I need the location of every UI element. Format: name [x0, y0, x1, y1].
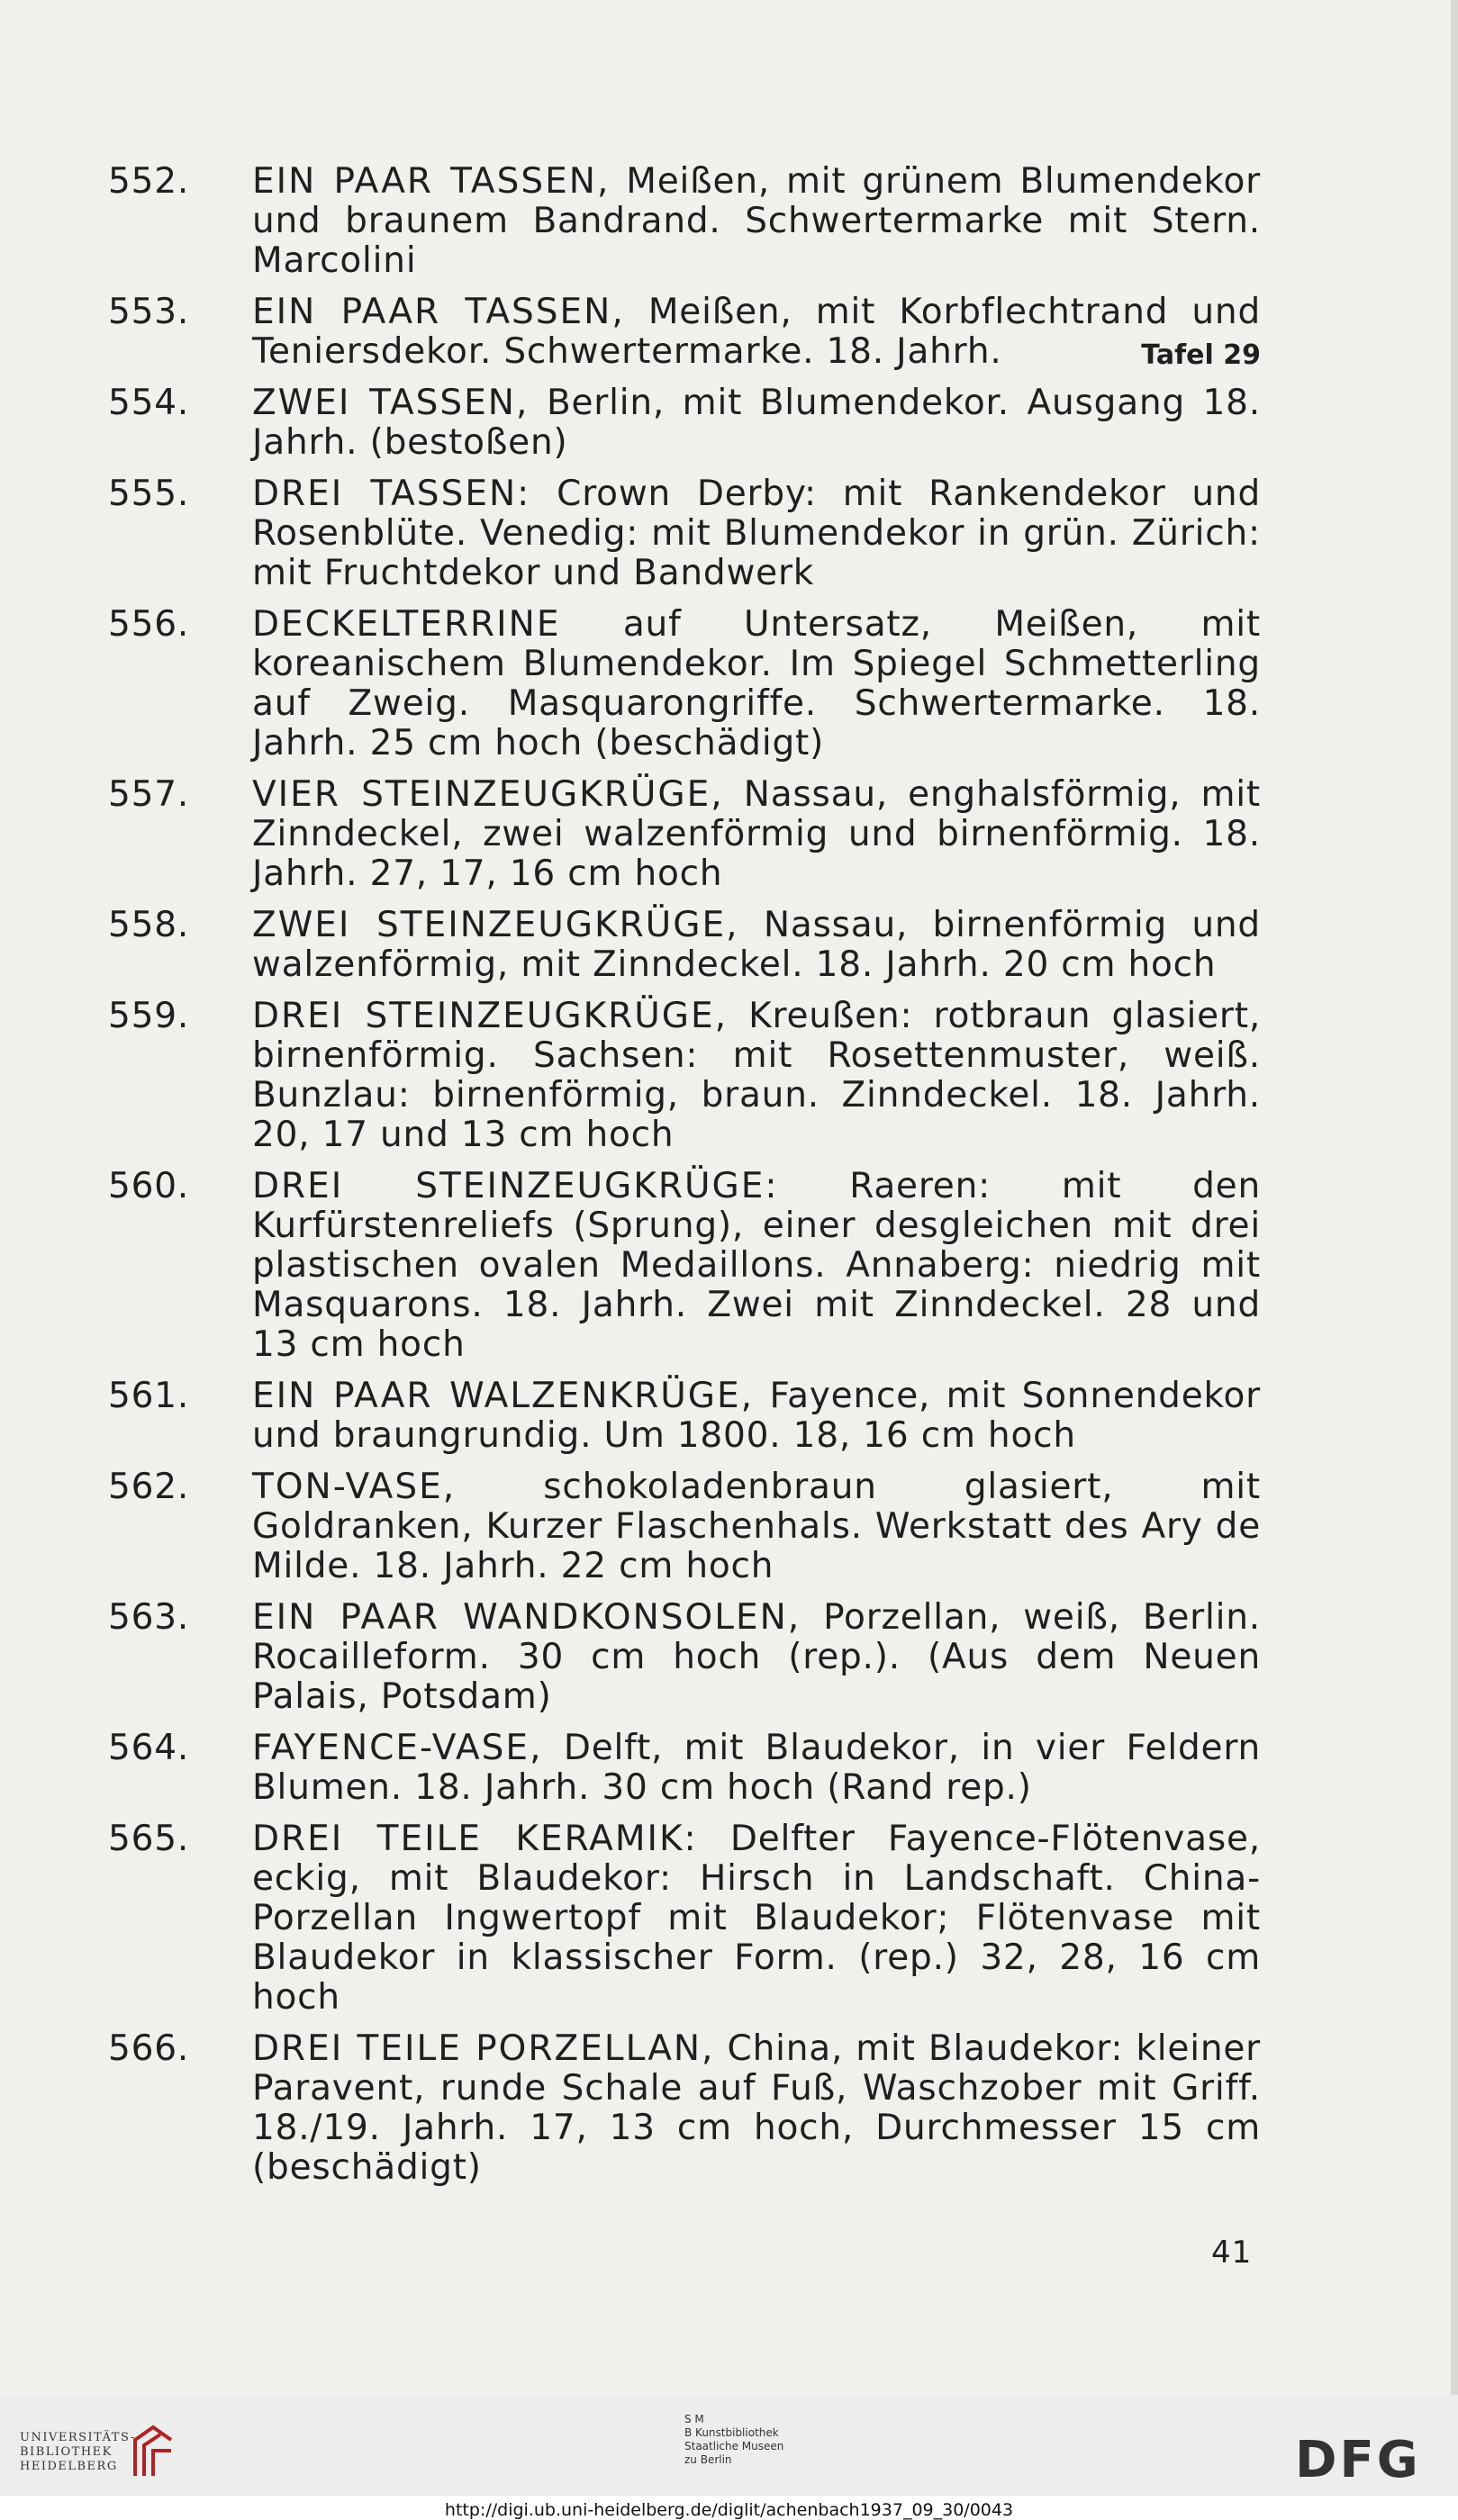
entry-description: auf Untersatz, Meißen, mit koreanischem Blumendekor. Im Spiegel Schmetterling auf Zweig. Masquarongriffe. Schwertermarke. 18. Jahrh. 25 cm hoch (beschädigt): [252, 604, 1261, 763]
dfg-logo[interactable]: DFG: [1295, 2431, 1421, 2489]
entry-title: ZWEI STEINZEUGKRÜGE,: [252, 905, 739, 945]
entry-title: EIN PAAR TASSEN,: [252, 161, 611, 202]
entry-number: 560.: [108, 1166, 190, 1206]
entry-body: [252, 1377, 1261, 1456]
entry-number: 558.: [108, 905, 190, 945]
entry-description: Crown Derby: mit Rankendekor und Rosenblüte. Venedig: mit Blumendekor in grün. Zürich: mit Fruchtdekor und Bandwerk: [252, 474, 1261, 593]
entry-title: EIN PAAR WALZENKRÜGE,: [252, 1376, 754, 1416]
entry-body: [252, 997, 1261, 1155]
entry-body: [252, 906, 1261, 985]
entry-body: [252, 1468, 1261, 1586]
permalink-url[interactable]: http://digi.ub.uni-heidelberg.de/diglit/achenbach1937_09_30/0043: [444, 2500, 1014, 2520]
catalog-entry: [108, 906, 1261, 985]
catalog-entry: [108, 384, 1261, 463]
entry-body: [252, 1167, 1261, 1365]
footer: [0, 2395, 1458, 2520]
catalog-entry: [108, 997, 1261, 1155]
entry-number: 554.: [108, 383, 190, 423]
university-library-logo-text[interactable]: [20, 2431, 136, 2474]
entry-number: 559.: [108, 996, 190, 1036]
entry-description: Berlin, mit Blumendekor. Ausgang 18. Jahrh. (bestoßen): [252, 383, 1261, 463]
entry-title: EIN PAAR WANDKONSOLEN,: [252, 1597, 801, 1638]
entry-body: [252, 293, 1261, 372]
catalog-entry: [108, 775, 1261, 894]
entry-title: DREI TEILE KERAMIK:: [252, 1819, 698, 1859]
entry-description: Meißen, mit Korbflechtrand und Teniersdekor. Schwertermarke. 18. Jahrh.: [252, 292, 1261, 372]
catalog-entry: [108, 1820, 1261, 2018]
entry-description: schokoladenbraun glasiert, mit Goldranken, Kurzer Flaschenhals. Werkstatt des Ary de Milde. 18. Jahrh. 22 cm hoch: [252, 1467, 1261, 1586]
uni-logo-line: BIBLIOTHEK: [20, 2445, 113, 2459]
entry-body: [252, 1729, 1261, 1808]
catalog-entry: [108, 162, 1261, 281]
entry-description: Nassau, birnenförmig und walzenförmig, mit Zinndeckel. 18. Jahrh. 20 cm hoch: [252, 905, 1261, 985]
entry-description: China, mit Blaudekor: kleiner Paravent, runde Schale auf Fuß, Waschzober mit Griff. 18./19. Jahrh. 17, 13 cm hoch, Durchmesser 15 cm (beschädigt): [252, 2028, 1261, 2188]
entry-title: DREI STEINZEUGKRÜGE:: [252, 1166, 779, 1206]
page-edge: [1451, 0, 1458, 2395]
entry-number: 564.: [108, 1728, 190, 1768]
catalog-entry: [108, 293, 1261, 372]
museum-line: Staatliche Museen: [684, 2440, 784, 2452]
plate-reference: Tafel 29: [1141, 339, 1261, 371]
catalog-entry: [108, 1167, 1261, 1365]
entry-body: [252, 1820, 1261, 2018]
entry-number: 553.: [108, 292, 190, 332]
entry-body: [252, 162, 1261, 281]
entry-description: Kreußen: rotbraun glasiert, birnenförmig. Sachsen: mit Rosettenmuster, weiß. Bunzlau: birnenförmig, braun. Zinndeckel. 18. Jahrh. 20, 17 und 13 cm hoch: [252, 996, 1262, 1155]
university-logo-icon[interactable]: [128, 2424, 178, 2479]
entry-description: Raeren: mit den Kurfürstenreliefs (Sprung), einer desgleichen mit drei plastischen ovalen Medaillons. Annaberg: niedrig mit Masquarons. 18. Jahrh. Zwei mit Zinndeckel. 28 und 13 cm hoch: [252, 1166, 1261, 1365]
entry-title: TON-VASE,: [252, 1467, 457, 1507]
entry-title: VIER STEINZEUGKRÜGE,: [252, 774, 724, 815]
entry-number: 562.: [108, 1467, 190, 1507]
entry-body: [252, 775, 1261, 894]
uni-logo-line: HEIDELBERG: [20, 2460, 118, 2473]
entry-description: Meißen, mit grünem Blumendekor und braunem Bandrand. Schwertermarke mit Stern. Marcolini: [252, 161, 1261, 281]
entry-title: ZWEI TASSEN,: [252, 383, 530, 423]
catalog-entry: [108, 2029, 1261, 2188]
entry-title: DREI TASSEN:: [252, 474, 531, 514]
entry-title: DREI TEILE PORZELLAN,: [252, 2028, 715, 2069]
entry-number: 561.: [108, 1376, 190, 1416]
entry-number: 557.: [108, 774, 190, 815]
entry-title: DREI STEINZEUGKRÜGE,: [252, 996, 729, 1036]
entry-description: Nassau, enghalsförmig, mit Zinndeckel, zwei walzenförmig und birnenförmig. 18. Jahrh. 27, 17, 16 cm hoch: [252, 774, 1261, 894]
entry-title: DECKELTERRINE: [252, 604, 561, 645]
catalog-entry: [108, 1598, 1261, 1717]
entry-description: Fayence, mit Sonnendekor und braungrundig. Um 1800. 18, 16 cm hoch: [252, 1376, 1261, 1456]
catalog-entry: [108, 1377, 1261, 1456]
catalog-entry: [108, 1729, 1261, 1808]
entry-description: Delfter Fayence-Flötenvase, eckig, mit Blaudekor: Hirsch in Landschaft. China-Porzellan Ingwertopf mit Blaudekor; Flötenvase mit Blaudekor in klassischer Form. (rep.) 32, 28, 16 cm hoch: [252, 1819, 1261, 2018]
catalog-entries: [108, 162, 1261, 2199]
entry-number: 566.: [108, 2028, 190, 2069]
page-number: 41: [1211, 2235, 1253, 2271]
entry-number: 552.: [108, 161, 190, 202]
footer-band: [0, 2395, 1458, 2496]
catalog-entry: [108, 605, 1261, 763]
entry-number: 563.: [108, 1597, 190, 1638]
catalog-entry: [108, 1468, 1261, 1586]
catalog-entry: [108, 474, 1261, 593]
entry-body: [252, 384, 1261, 463]
entry-title: FAYENCE-VASE,: [252, 1728, 543, 1768]
entry-description: Delft, mit Blaudekor, in vier Feldern Blumen. 18. Jahrh. 30 cm hoch (Rand rep.): [252, 1728, 1261, 1808]
entry-body: [252, 605, 1261, 763]
entry-body: [252, 2029, 1261, 2188]
entry-number: 556.: [108, 604, 190, 645]
entry-title: EIN PAAR TASSEN,: [252, 292, 625, 332]
entry-body: [252, 1598, 1261, 1717]
museum-line: B Kunstbibliothek: [684, 2426, 779, 2439]
museum-line: zu Berlin: [684, 2453, 732, 2466]
uni-logo-line: UNIVERSITÄTS-: [20, 2431, 136, 2444]
entry-description: Porzellan, weiß, Berlin. Rocailleform. 30 cm hoch (rep.). (Aus dem Neuen Palais, Potsdam): [252, 1597, 1261, 1717]
entry-number: 565.: [108, 1819, 190, 1859]
entry-number: 555.: [108, 474, 190, 514]
entry-body: [252, 474, 1261, 593]
museum-line: S M: [684, 2413, 704, 2425]
museum-logo-text[interactable]: [684, 2413, 783, 2467]
